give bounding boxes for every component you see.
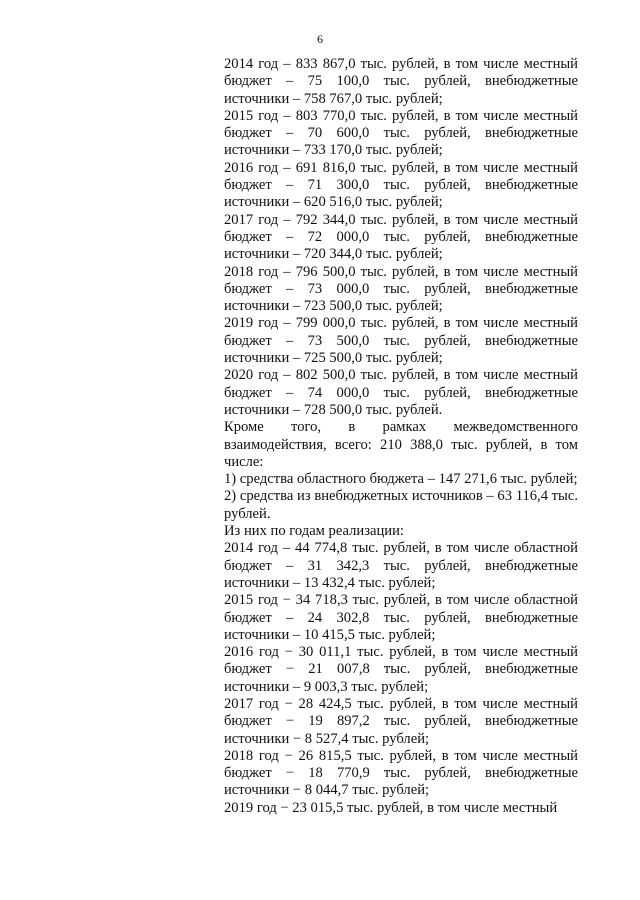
paragraph-interagency-2017: 2017 год − 28 424,5 тыс. рублей, в том числе местный бюджет − 19 897,2 тыс. рублей, внебюджетные источники − 8 527,4 тыс. рублей; <box>224 695 578 747</box>
paragraph-extrabudgetary: 2) средства из внебюджетных источников – 63 116,4 тыс. рублей. <box>224 488 578 522</box>
paragraph-interagency-2016: 2016 год − 30 011,1 тыс. рублей, в том числе местный бюджет − 21 007,8 тыс. рублей, внебюджетные источники – 9 003,3 тыс. рублей; <box>224 644 578 695</box>
paragraph-by-years-heading: Из них по годам реализации: <box>224 523 404 540</box>
paragraph-2015-funding: 2015 год – 803 770,0 тыс. рублей, в том числе местный бюджет – 70 600,0 тыс. рублей, внебюджетные источники – 733 170,0 тыс. рублей; <box>224 107 578 159</box>
paragraph-regional-budget: 1) средства областного бюджета – 147 271,6 тыс. рублей; <box>224 471 578 488</box>
paragraph-interagency-2018: 2018 год − 26 815,5 тыс. рублей, в том числе местный бюджет − 18 770,9 тыс. рублей, внебюджетные источники − 8 044,7 тыс. рублей; <box>224 747 578 799</box>
paragraph-interagency-2019: 2019 год − 23 015,5 тыс. рублей, в том числе местный <box>224 799 558 816</box>
page-number: 6 <box>317 32 323 46</box>
paragraph-interagency-2015: 2015 год − 34 718,3 тыс. рублей, в том числе областной бюджет – 24 302,8 тыс. рублей, внебюджетные источники – 10 415,5 тыс. рублей; <box>224 592 578 643</box>
paragraph-2014-funding: 2014 год – 833 867,0 тыс. рублей, в том числе местный бюджет – 75 100,0 тыс. рублей, внебюджетные источники – 758 767,0 тыс. рублей; <box>224 56 578 107</box>
document-body <box>224 56 578 817</box>
paragraph-interagency-2014: 2014 год – 44 774,8 тыс. рублей, в том числе областной бюджет – 31 342,3 тыс. рублей, внебюджетные источники – 13 432,4 тыс. рублей; <box>224 540 578 591</box>
paragraph-2019-funding: 2019 год – 799 000,0 тыс. рублей, в том числе местный бюджет – 73 500,0 тыс. рублей, внебюджетные источники – 725 500,0 тыс. рублей; <box>224 315 578 367</box>
paragraph-2018-funding: 2018 год – 796 500,0 тыс. рублей, в том числе местный бюджет – 73 000,0 тыс. рублей, внебюджетные источники – 723 500,0 тыс. рублей; <box>224 263 578 315</box>
paragraph-2017-funding: 2017 год – 792 344,0 тыс. рублей, в том числе местный бюджет – 72 000,0 тыс. рублей, внебюджетные источники – 720 344,0 тыс. рублей; <box>224 211 578 263</box>
paragraph-2020-funding: 2020 год – 802 500,0 тыс. рублей, в том числе местный бюджет – 74 000,0 тыс. рублей, внебюджетные источники – 728 500,0 тыс. рублей. <box>224 367 578 418</box>
paragraph-2016-funding: 2016 год – 691 816,0 тыс. рублей, в том числе местный бюджет – 71 300,0 тыс. рублей, внебюджетные источники – 620 516,0 тыс. рублей; <box>224 159 578 211</box>
paragraph-interagency-total: Кроме того, в рамках межведомственного взаимодействия, всего: 210 388,0 тыс. рублей, в том числе: <box>224 419 578 470</box>
